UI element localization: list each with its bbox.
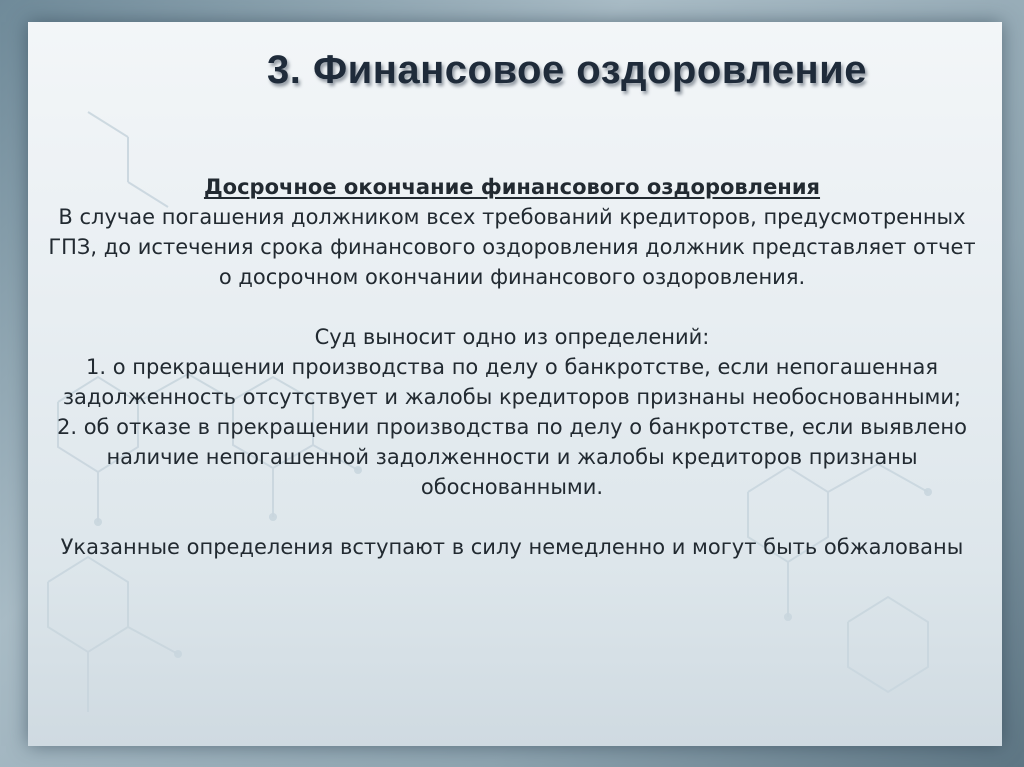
court-intro: Суд выносит одно из определений:: [314, 325, 710, 349]
closing-statement: Указанные определения вступают в силу немедленно и могут быть обжалованы: [60, 535, 964, 559]
decision-item-2: 2. об отказе в прекращении производства по делу о банкротстве, если выявлено наличие непогашенной задолженности и жалобы кредиторов признаны обоснованными.: [57, 415, 967, 499]
slide-title-text: 3. Финансовое оздоровление: [267, 48, 867, 92]
spacer: [40, 292, 984, 322]
spacer: [40, 502, 984, 532]
slide-body: [40, 172, 984, 562]
decision-item-1: 1. о прекращении производства по делу о банкротстве, если непогашенная задолженность отсутствует и жалобы кредиторов признаны необоснованными;: [62, 355, 962, 409]
subheading: Досрочное окончание финансового оздоровления: [203, 175, 821, 199]
paragraph-early-completion: В случае погашения должником всех требований кредиторов, предусмотренных ГПЗ, до истечения срока финансового оздоровления должник представляет отчет о досрочном окончании финансового оздоровления.: [48, 205, 976, 289]
slide-title: [0, 48, 1024, 93]
